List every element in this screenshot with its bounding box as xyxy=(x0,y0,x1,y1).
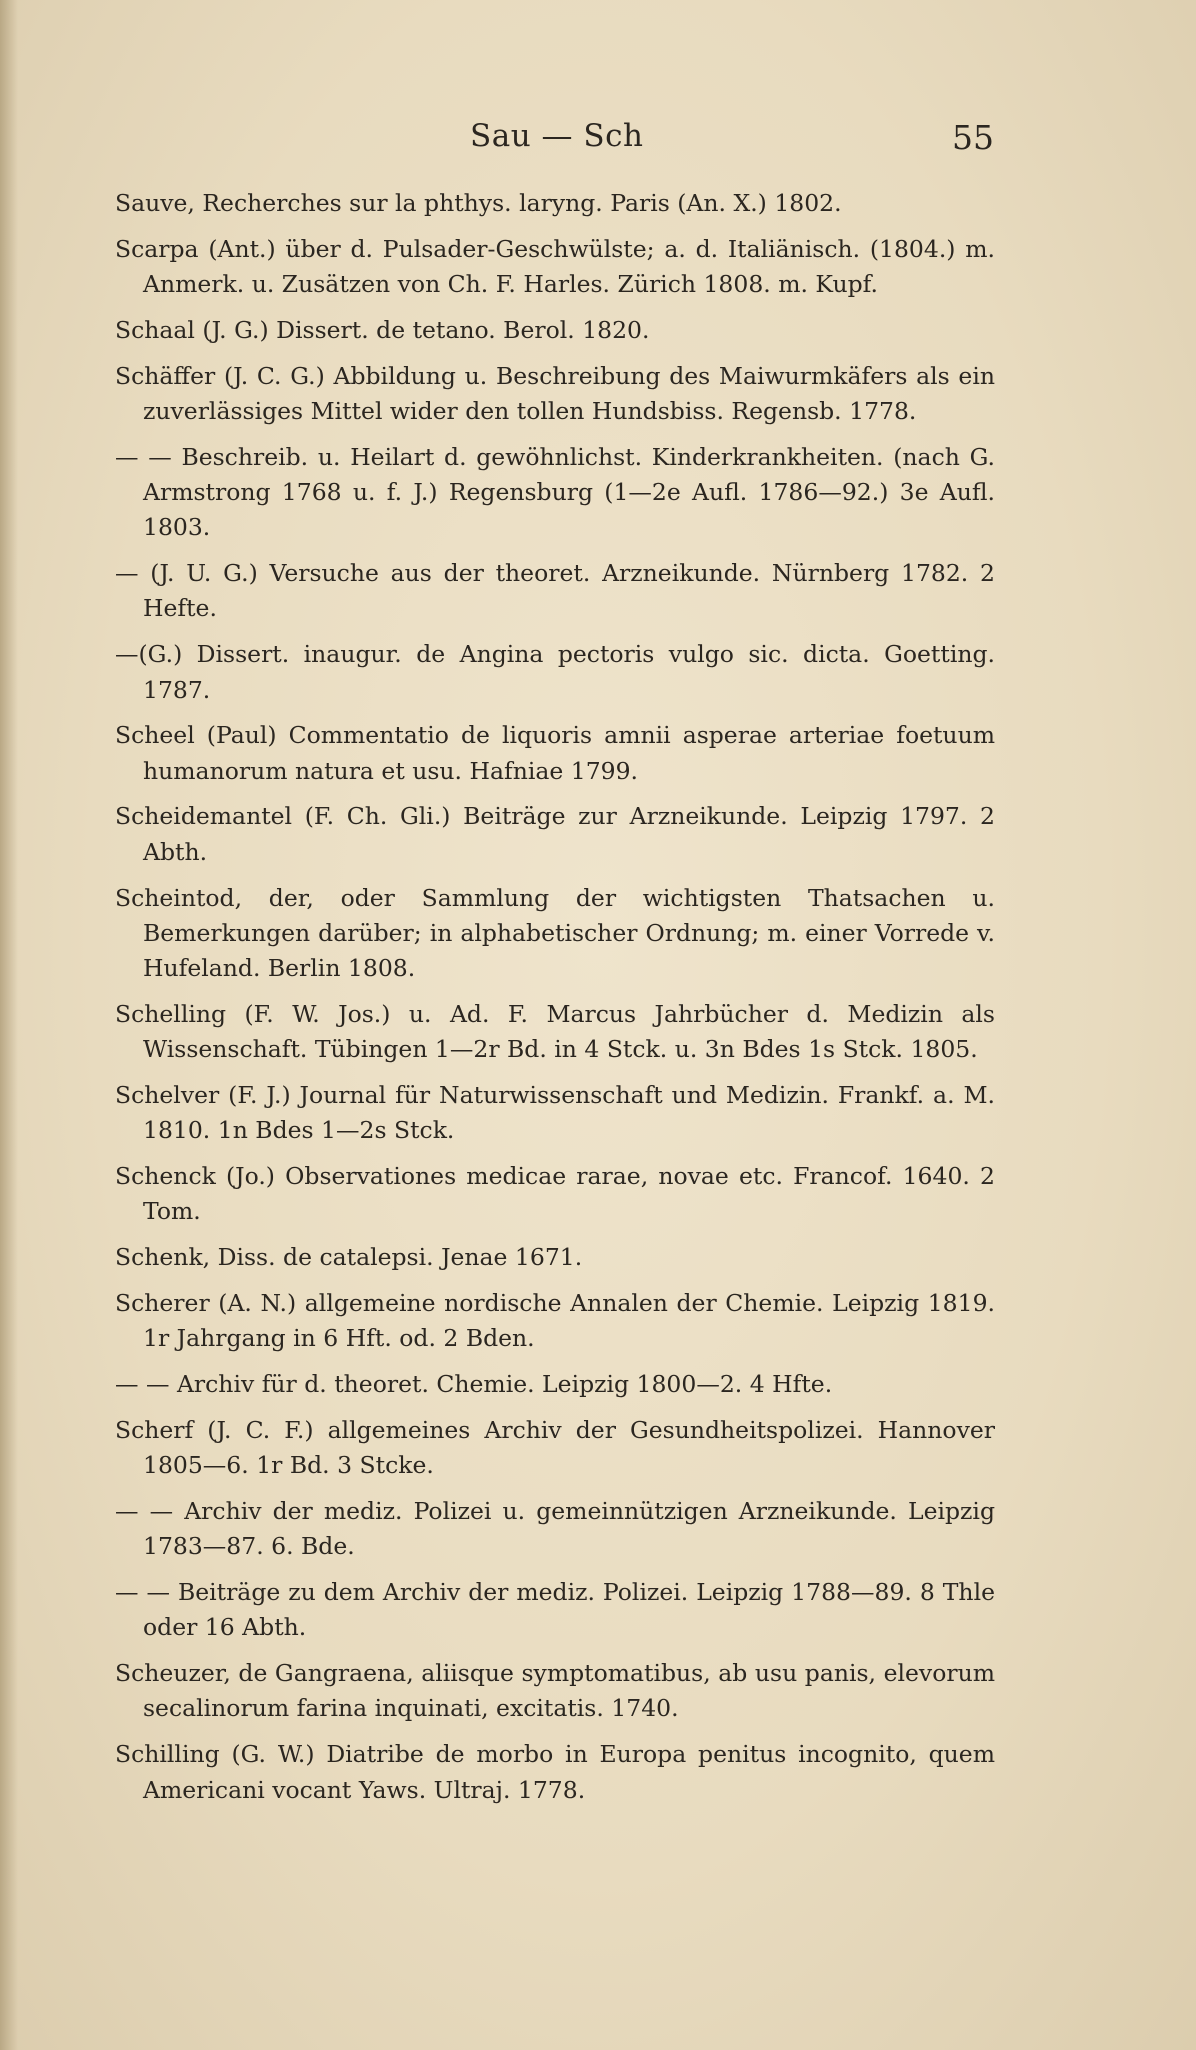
bibliography-entry: Schäffer (J. C. G.) Abbildung u. Beschreibung des Maiwurmkäfers als ein zuverlässiges Mittel wider den tollen Hundsbiss. Regensb. 1778. xyxy=(115,361,995,425)
bibliography-entry: Schenk, Diss. de catalepsi. Jenae 1671. xyxy=(115,1243,583,1272)
bibliography-entry: — — Archiv für d. theoret. Chemie. Leipzig 1800—2. 4 Hfte. xyxy=(115,1370,833,1399)
bibliography-entry: — — Beschreib. u. Heilart d. gewöhnlichst. Kinderkrankheiten. (nach G. Armstrong 1768 u. f. J.) Regensburg (1—2e Aufl. 1786—92.) 3e Aufl. 1803. xyxy=(115,442,995,542)
bibliography-entry: Scheel (Paul) Commentatio de liquoris amnii asperae arteriae foetuum humanorum natura et usu. Hafniae 1799. xyxy=(115,721,995,785)
bibliography-entry: — (J. U. G.) Versuche aus der theoret. Arzneikunde. Nürnberg 1782. 2 Hefte. xyxy=(115,559,995,623)
bibliography-entry: Sauve, Recherches sur la phthys. laryng. Paris (An. X.) 1802. xyxy=(115,189,842,217)
bibliography-entry: —(G.) Dissert. inaugur. de Angina pectoris vulgo sic. dicta. Goetting. 1787. xyxy=(115,640,995,704)
bibliography-entry: Scherf (J. C. F.) allgemeines Archiv der Gesundheitspolizei. Hannover 1805—6. 1r Bd. 3 Stcke. xyxy=(115,1415,995,1480)
bibliography-entry: Schelver (F. J.) Journal für Naturwissenschaft und Medizin. Frankf. a. M. 1810. 1n Bdes 1—2s Stck. xyxy=(115,1081,995,1145)
running-title: Sau — Sch xyxy=(470,118,644,154)
bibliography-entry: Scheuzer, de Gangraena, aliisque symptomatibus, ab usu panis, elevorum secalinorum farina inquinati, excitatis. 1740. xyxy=(115,1659,995,1723)
bibliography-entry: Scarpa (Ant.) über d. Pulsader-Geschwülste; a. d. Italiänisch. (1804.) m. Anmerk. u. Zusätzen von Ch. F. Harles. Zürich 1808. m. Kupf. xyxy=(115,234,995,299)
bibliography-entry: Scheintod, der, oder Sammlung der wichtigsten Thatsachen u. Bemerkungen darüber; in alphabetischer Ordnung; m. einer Vorrede v. Hufeland. Berlin 1808. xyxy=(115,883,995,983)
bibliography-entry: Schelling (F. W. Jos.) u. Ad. F. Marcus Jahrbücher d. Medizin als Wissenschaft. Tübingen 1—2r Bd. in 4 Stck. u. 3n Bdes 1s Stck. 1805. xyxy=(115,999,995,1064)
bibliography-entry: — — Archiv der mediz. Polizei u. gemeinnützigen Arzneikunde. Leipzig 1783—87. 6. Bde. xyxy=(115,1497,995,1561)
bibliography-entry: Schaal (J. G.) Dissert. de tetano. Berol. 1820. xyxy=(115,315,650,344)
bibliography-entry: Schilling (G. W.) Diatribe de morbo in Europa penitus incognito, quem Americani vocant Yaws. Ultraj. 1778. xyxy=(115,1740,995,1804)
page-header xyxy=(0,118,1196,168)
bibliography-entry: — — Beiträge zu dem Archiv der mediz. Polizei. Leipzig 1788—89. 8 Thle oder 16 Abth. xyxy=(115,1578,995,1642)
bibliography-entry: Scherer (A. N.) allgemeine nordische Annalen der Chemie. Leipzig 1819. 1r Jahrgang in 6 Hft. od. 2 Bden. xyxy=(115,1289,995,1353)
bibliography-entry: Scheidemantel (F. Ch. Gli.) Beiträge zur Arzneikunde. Leipzig 1797. 2 Abth. xyxy=(115,802,995,866)
page-number: 55 xyxy=(952,118,994,157)
bibliography-list xyxy=(115,186,995,1818)
bibliography-entry: Schenck (Jo.) Observationes medicae rarae, novae etc. Francof. 1640. 2 Tom. xyxy=(115,1162,995,1226)
